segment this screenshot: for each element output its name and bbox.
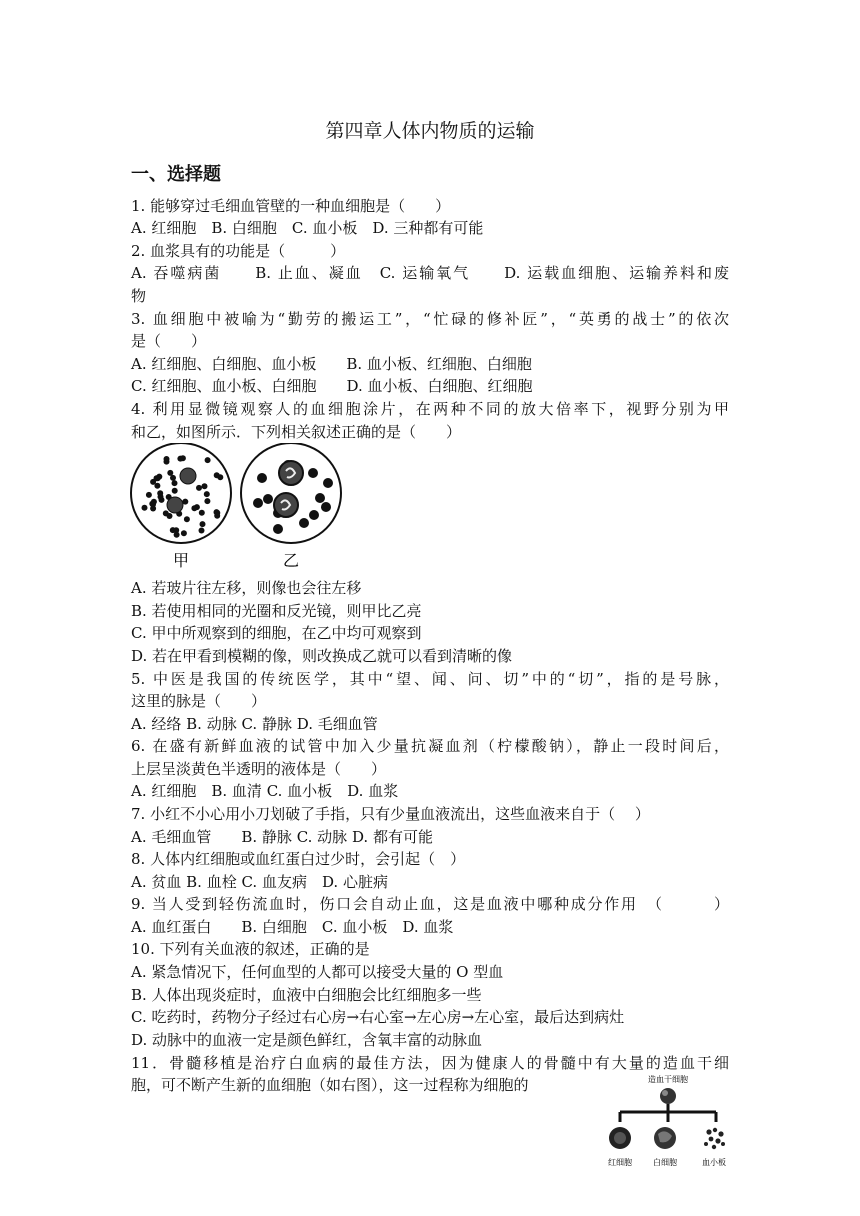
red-blood-cell-dot xyxy=(199,528,205,534)
red-blood-cell-dot xyxy=(167,513,173,519)
text-line: A. 红细胞 B. 血清 C. 血小板 D. 血浆 xyxy=(131,782,399,800)
white-blood-cell-dot xyxy=(274,493,298,517)
red-blood-cell-dot xyxy=(315,493,325,503)
text-line: 2. 血浆具有的功能是（ ） xyxy=(131,242,346,260)
label-red-cell: 红细胞 xyxy=(608,1158,632,1167)
red-blood-cell-dot xyxy=(151,499,157,505)
red-blood-cell-dot xyxy=(142,505,148,511)
red-blood-cell-dot xyxy=(164,456,170,462)
text-line: A. 毛细血管 B. 静脉 C. 动脉 D. 都有可能 xyxy=(131,828,433,846)
red-blood-cell-dot xyxy=(199,510,205,516)
text-line: A. 红细胞 B. 白细胞 C. 血小板 D. 三种都有可能 xyxy=(131,219,484,237)
red-blood-cell-dot xyxy=(204,491,210,497)
red-blood-cell-dot xyxy=(172,480,178,486)
text-line: 胞，可不断产生新的血细胞（如右图），这一过程称为细胞的 xyxy=(131,1076,529,1094)
red-blood-cell-dot xyxy=(177,456,183,462)
red-blood-cell-dot xyxy=(273,524,283,534)
red-blood-cell-dot xyxy=(158,494,164,500)
red-blood-cell-dot xyxy=(205,457,211,463)
field-yi xyxy=(241,443,341,543)
red-blood-cell-dot xyxy=(191,505,197,511)
section-heading: 一、选择题 xyxy=(131,164,221,185)
red-blood-cell-dot xyxy=(184,516,190,522)
red-blood-cell-dot xyxy=(154,475,160,481)
red-blood-cell-dot xyxy=(200,521,206,527)
red-blood-cell-dot xyxy=(154,483,160,489)
red-blood-cell-dot xyxy=(308,468,318,478)
label-stem-cell: 造血干细胞 xyxy=(648,1075,688,1084)
text-line: 11．骨髓移植是治疗白血病的最佳方法，因为健康人的骨髓中有大量的造血干细 xyxy=(131,1054,729,1072)
red-blood-cell-dot xyxy=(309,510,319,520)
red-blood-cell-dot xyxy=(181,530,187,536)
white-blood-cell-dot xyxy=(279,461,303,485)
text-line: A. 红细胞、白细胞、血小板 B. 血小板、红细胞、白细胞 xyxy=(131,355,532,373)
text-line: A. 经络 B. 动脉 C. 静脉 D. 毛细血管 xyxy=(131,715,378,733)
text-line: C. 甲中所观察到的细胞，在乙中均可观察到 xyxy=(131,624,422,642)
text-line: 5. 中医是我国的传统医学，其中“望、闻、问、切”中的“切”，指的是号脉， xyxy=(131,670,729,688)
page-title: 第四章人体内物质的运输 xyxy=(325,120,535,142)
platelets xyxy=(704,1128,725,1149)
red-blood-cell-dot xyxy=(214,513,220,519)
red-blood-cell-dot xyxy=(196,485,202,491)
red-blood-cell-dot xyxy=(174,532,180,538)
label-jia: 甲 xyxy=(172,551,190,570)
stem-cell xyxy=(660,1088,676,1104)
text-line: A. 紧急情况下，任何血型的人都可以接受大量的 O 型血 xyxy=(131,963,504,981)
text-line: B. 人体出现炎症时，血液中白细胞会比红细胞多一些 xyxy=(131,986,482,1004)
text-line: 7. 小红不小心用小刀划破了手指，只有少量血液流出，这些血液来自于（ ） xyxy=(131,805,650,823)
text-line: A. 若玻片往左移，则像也会往左移 xyxy=(131,579,362,597)
label-white-cell: 白细胞 xyxy=(653,1158,677,1167)
text-line: 3. 血细胞中被喻为“勤劳的搬运工”，“忙碌的修补匠”，“英勇的战士”的依次 xyxy=(131,310,729,328)
red-blood-cell-dot xyxy=(299,518,309,528)
stem-cell-diagram xyxy=(598,1072,738,1172)
text-line: 10. 下列有关血液的叙述，正确的是 xyxy=(131,940,370,958)
text-line: B. 若使用相同的光圈和反光镜，则甲比乙亮 xyxy=(131,602,422,620)
red-blood-cell-dot xyxy=(253,498,263,508)
red-blood-cell-dot xyxy=(204,498,210,504)
text-line: 这里的脉是（ ） xyxy=(131,692,267,710)
text-line: A. 吞噬病菌 B. 止血、凝血 C. 运输氧气 D. 运载血细胞、运输养料和废 xyxy=(131,264,729,282)
microscope-field-figure xyxy=(128,443,348,570)
text-line: A. 贫血 B. 血栓 C. 血友病 D. 心脏病 xyxy=(131,873,388,891)
field-jia xyxy=(131,443,231,543)
red-blood-cell-dot xyxy=(323,478,333,488)
text-line: 上层呈淡黄色半透明的液体是（ ） xyxy=(131,760,387,778)
text-line: 9. 当人受到轻伤流血时，伤口会自动止血，这是血液中哪种成分作用 （ ） xyxy=(131,895,729,913)
white-blood-cell-dot xyxy=(180,468,196,484)
text-line: C. 吃药时，药物分子经过右心房→右心室→左心房→左心室，最后达到病灶 xyxy=(131,1008,625,1026)
text-line: 和乙，如图所示．下列相关叙述正确的是（ ） xyxy=(131,423,462,441)
red-blood-cell-dot xyxy=(202,483,208,489)
text-line: 8. 人体内红细胞或血红蛋白过少时，会引起（ ） xyxy=(131,850,466,868)
red-blood-cell-dot xyxy=(321,502,331,512)
text-line: D. 若在甲看到模糊的像，则改换成乙就可以看到清晰的像 xyxy=(131,647,513,665)
text-line: 是（ ） xyxy=(131,332,207,350)
red-blood-cell-dot xyxy=(263,494,273,504)
white-blood-cell-dot xyxy=(167,497,183,513)
text-line: 物 xyxy=(131,287,147,305)
text-line: C. 红细胞、血小板、白细胞 D. 血小板、白细胞、红细胞 xyxy=(131,377,533,395)
text-line: 1. 能够穿过毛细血管壁的一种血细胞是（ ） xyxy=(131,197,451,215)
red-blood-cell-dot xyxy=(146,492,152,498)
red-blood-cell-dot xyxy=(257,473,267,483)
label-platelet: 血小板 xyxy=(702,1158,726,1167)
label-yi: 乙 xyxy=(282,551,300,570)
red-blood-cell-dot xyxy=(214,472,220,478)
red-blood-cell-dot xyxy=(167,470,173,476)
red-blood-cell-dot xyxy=(172,488,178,494)
text-line: 6. 在盛有新鲜血液的试管中加入少量抗凝血剂（柠檬酸钠），静止一段时间后， xyxy=(131,737,729,755)
text-line: A. 血红蛋白 B. 白细胞 C. 血小板 D. 血浆 xyxy=(131,918,454,936)
text-line: D. 动脉中的血液一定是颜色鲜红，含氧丰富的动脉血 xyxy=(131,1031,483,1049)
text-line: 4. 利用显微镜观察人的血细胞涂片，在两种不同的放大倍率下，视野分别为甲 xyxy=(131,400,729,418)
